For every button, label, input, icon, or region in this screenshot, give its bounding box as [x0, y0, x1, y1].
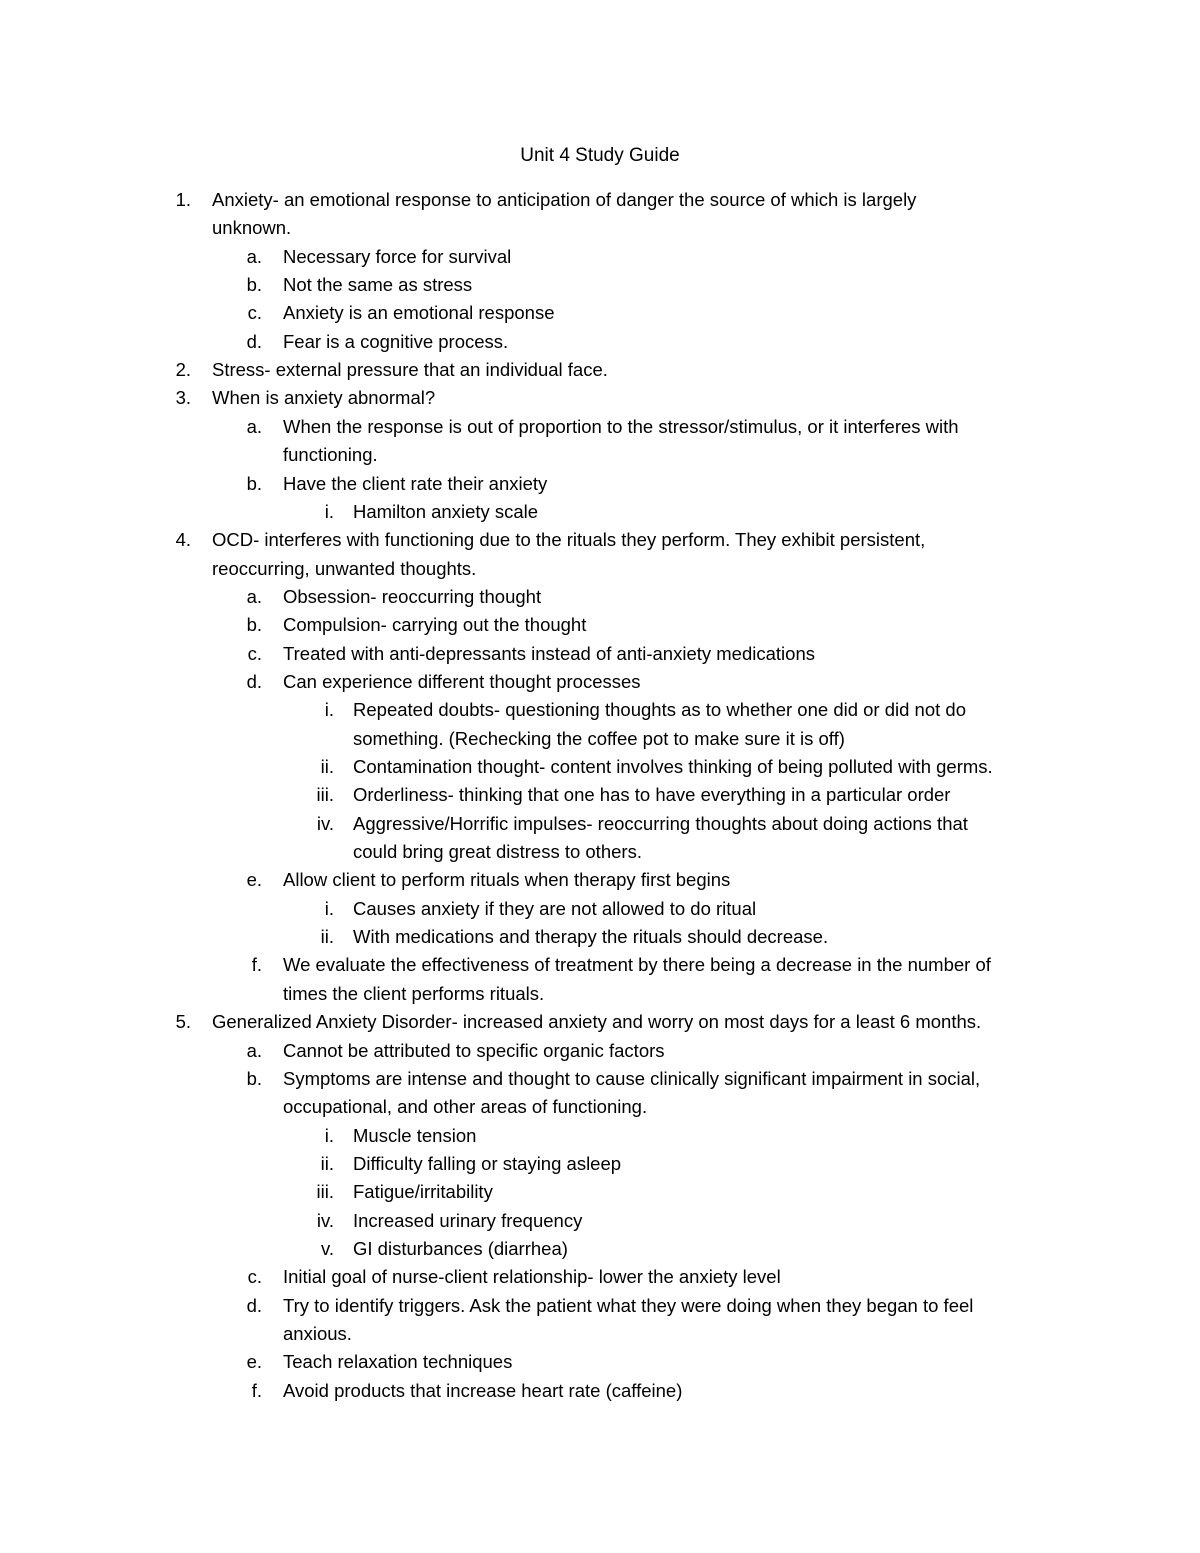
list-item-text: Treated with anti-depressants instead of anti-anxiety medications [283, 642, 815, 664]
list-item-text: Anxiety is an emotional response [283, 302, 555, 324]
list-marker: d. [246, 1294, 262, 1316]
list-marker: c. [247, 1266, 262, 1288]
list-item-text: Allow client to perform rituals when therapy first begins [283, 869, 731, 891]
list-item-text: We evaluate the effectiveness of treatment by there being a decrease in the number of [283, 954, 991, 976]
list-marker: c. [247, 302, 262, 324]
list-item-text: times the client performs rituals. [283, 982, 545, 1004]
list-item-text: could bring great distress to others. [353, 841, 642, 863]
list-item-text: Obsession- reoccurring thought [283, 585, 542, 607]
list-item-text: Avoid products that increase heart rate (caffeine) [283, 1379, 683, 1401]
list-marker: b. [246, 274, 262, 296]
list-marker: 5. [175, 1011, 191, 1033]
list-item-text: Causes anxiety if they are not allowed to do ritual [353, 897, 757, 919]
list-marker: iv. [316, 1209, 334, 1231]
list-item-text: Fear is a cognitive process. [283, 330, 509, 352]
list-item-text: With medications and therapy the rituals should decrease. [353, 926, 829, 948]
list-marker: c. [247, 642, 262, 664]
list-marker: b. [246, 472, 262, 494]
list-marker: i. [324, 897, 334, 919]
list-marker: ii. [320, 1152, 334, 1174]
list-marker: 4. [175, 529, 191, 551]
list-marker: 1. [175, 189, 191, 210]
list-item-text: Fatigue/irritability [353, 1181, 493, 1203]
list-marker: ii. [320, 756, 334, 777]
list-item-text: When the response is out of proportion to the stressor/stimulus, or it interferes with [283, 415, 959, 437]
list-marker: a. [246, 245, 262, 267]
list-item-text: occupational, and other areas of functioning. [283, 1096, 648, 1118]
list-marker: v. [320, 1237, 334, 1259]
list-item-text: Stress- external pressure that an individual face. [212, 359, 608, 381]
list-marker: i. [324, 1124, 334, 1146]
list-marker: e. [246, 1351, 262, 1373]
list-marker: a. [246, 415, 262, 437]
list-marker: i. [324, 699, 334, 721]
list-item-text: Orderliness- thinking that one has to have everything in a particular order [353, 784, 951, 806]
list-item-text: Necessary force for survival [283, 245, 512, 267]
list-item-text: Try to identify triggers. Ask the patient what they were doing when they began to feel [283, 1294, 974, 1316]
list-item-text: OCD- interferes with functioning due to the rituals they perform. They exhibit persistent, [212, 529, 926, 551]
list-item-text: Compulsion- carrying out the thought [283, 614, 587, 636]
list-item-text: Contamination thought- content involves thinking of being polluted with germs. [353, 756, 993, 777]
list-item-text: reoccurring, unwanted thoughts. [212, 557, 477, 579]
list-marker: e. [246, 869, 262, 891]
document-title: Unit 4 Study Guide [520, 145, 680, 166]
list-item-text: Difficulty falling or staying asleep [353, 1152, 622, 1174]
list-item-text: something. (Rechecking the coffee pot to make sure it is off) [353, 727, 845, 749]
list-item-text: Increased urinary frequency [353, 1209, 583, 1231]
list-item-text: Not the same as stress [283, 274, 473, 296]
list-item-text: Anxiety- an emotional response to anticipation of danger the source of which is largely [212, 189, 917, 210]
list-item-text: Cannot be attributed to specific organic factors [283, 1039, 665, 1061]
list-item-text: Have the client rate their anxiety [283, 472, 548, 494]
list-item-text: Initial goal of nurse-client relationship- lower the anxiety level [283, 1266, 781, 1288]
list-item-text: Repeated doubts- questioning thoughts as to whether one did or did not do [353, 699, 966, 721]
list-marker: b. [246, 614, 262, 636]
list-item-text: unknown. [212, 217, 292, 239]
list-marker: a. [246, 585, 262, 607]
list-marker: 3. [175, 387, 191, 409]
list-marker: a. [246, 1039, 262, 1061]
list-marker: b. [246, 1067, 262, 1089]
list-item-text: Muscle tension [353, 1124, 477, 1146]
list-marker: iii. [316, 1181, 334, 1203]
list-item-text: Can experience different thought processes [283, 670, 641, 692]
list-marker: i. [324, 500, 334, 522]
list-item-text: Teach relaxation techniques [283, 1351, 513, 1373]
list-item-text: Generalized Anxiety Disorder- increased anxiety and worry on most days for a least 6 months. [212, 1011, 982, 1033]
list-item-text: Hamilton anxiety scale [353, 500, 539, 522]
list-item-text: Aggressive/Horrific impulses- reoccurring thoughts about doing actions that [353, 812, 968, 834]
list-marker: d. [246, 330, 262, 352]
list-marker: ii. [320, 926, 334, 948]
list-marker: f. [251, 1379, 262, 1401]
list-marker: f. [251, 954, 262, 976]
list-marker: d. [246, 670, 262, 692]
list-item-text: anxious. [283, 1323, 352, 1344]
list-marker: iii. [316, 784, 334, 806]
list-marker: iv. [316, 812, 334, 834]
list-marker: 2. [175, 359, 191, 381]
list-item-text: GI disturbances (diarrhea) [353, 1237, 568, 1259]
list-item-text: functioning. [283, 444, 378, 466]
list-item-text: Symptoms are intense and thought to cause clinically significant impairment in social, [283, 1067, 981, 1089]
list-item-text: When is anxiety abnormal? [212, 387, 436, 409]
